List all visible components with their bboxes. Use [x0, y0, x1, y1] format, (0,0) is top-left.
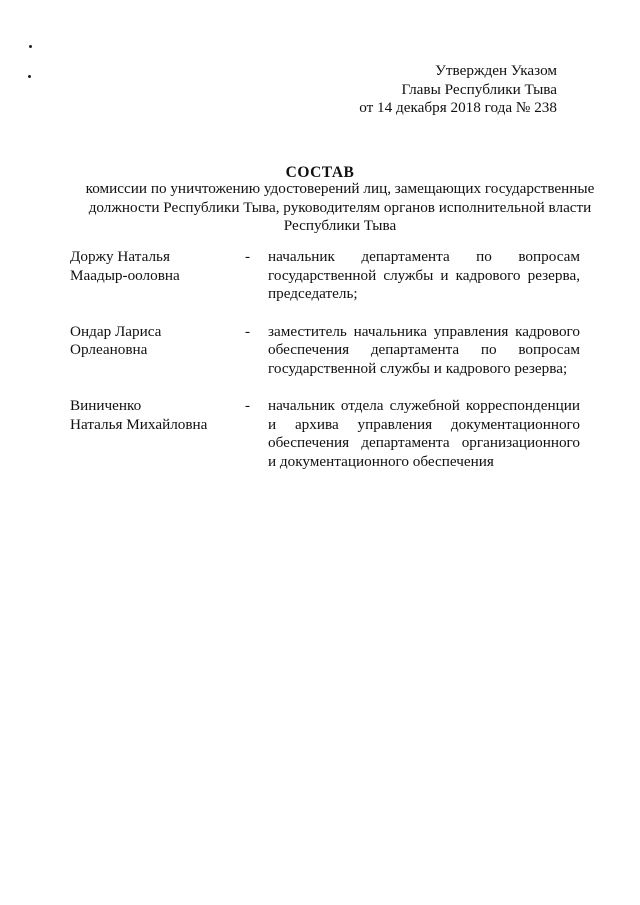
member-role-line: начальник департамента по вопросам [268, 248, 580, 265]
member-name-line: Виниченко [70, 397, 142, 414]
document-title: СОСТАВ [285, 164, 355, 181]
approval-line: Утвержден Указом [435, 62, 557, 79]
subtitle-line: комиссии по уничтожению удостоверений лиц, замещающих государственные [85, 180, 595, 197]
member-entry [70, 397, 580, 471]
members-list [70, 248, 580, 471]
member-name [70, 397, 240, 434]
subtitle-line: должности Республики Тыва, руководителям органов исполнительной власти [88, 198, 592, 216]
member-role-line: государственной службы и кадрового резерва; [268, 359, 568, 377]
member-entry [70, 248, 580, 304]
member-role-line: и документационного обеспечения [268, 452, 494, 470]
member-role-line: заместитель начальника управления кадрового [268, 322, 580, 340]
member-role-line: и архива управления документационного [268, 415, 580, 433]
approval-stamp [359, 62, 557, 118]
member-role-line: начальник отдела служебной корреспонденции [268, 397, 580, 414]
member-name [70, 323, 240, 360]
member-entry [70, 323, 580, 379]
member-name-line: Маадыр-ооловна [70, 266, 180, 284]
member-role [268, 248, 580, 304]
member-name [70, 248, 240, 285]
member-name-line: Ондар Лариса [70, 322, 162, 340]
document-subtitle [40, 180, 640, 236]
subtitle-line: Республики Тыва [283, 217, 397, 234]
member-role [268, 397, 580, 471]
member-dash: - [245, 397, 251, 414]
approval-line: от 14 декабря 2018 года № 238 [359, 99, 557, 116]
member-name-line: Орлеановна [70, 341, 148, 358]
member-name-line: Доржу Наталья [70, 248, 170, 265]
scan-speck [28, 75, 31, 78]
member-role [268, 323, 580, 379]
member-name-line: Наталья Михайловна [70, 415, 208, 433]
member-role-line: государственной службы и кадрового резерва, [268, 266, 580, 284]
member-dash: - [245, 248, 251, 265]
approval-line: Главы Республики Тыва [401, 80, 557, 98]
scan-speck [29, 45, 32, 48]
member-role-line: обеспечения департамента по вопросам [268, 341, 580, 358]
member-dash: - [245, 322, 251, 340]
member-role-line: председатель; [268, 285, 358, 302]
member-role-line: обеспечения департамента организационного [268, 434, 580, 451]
